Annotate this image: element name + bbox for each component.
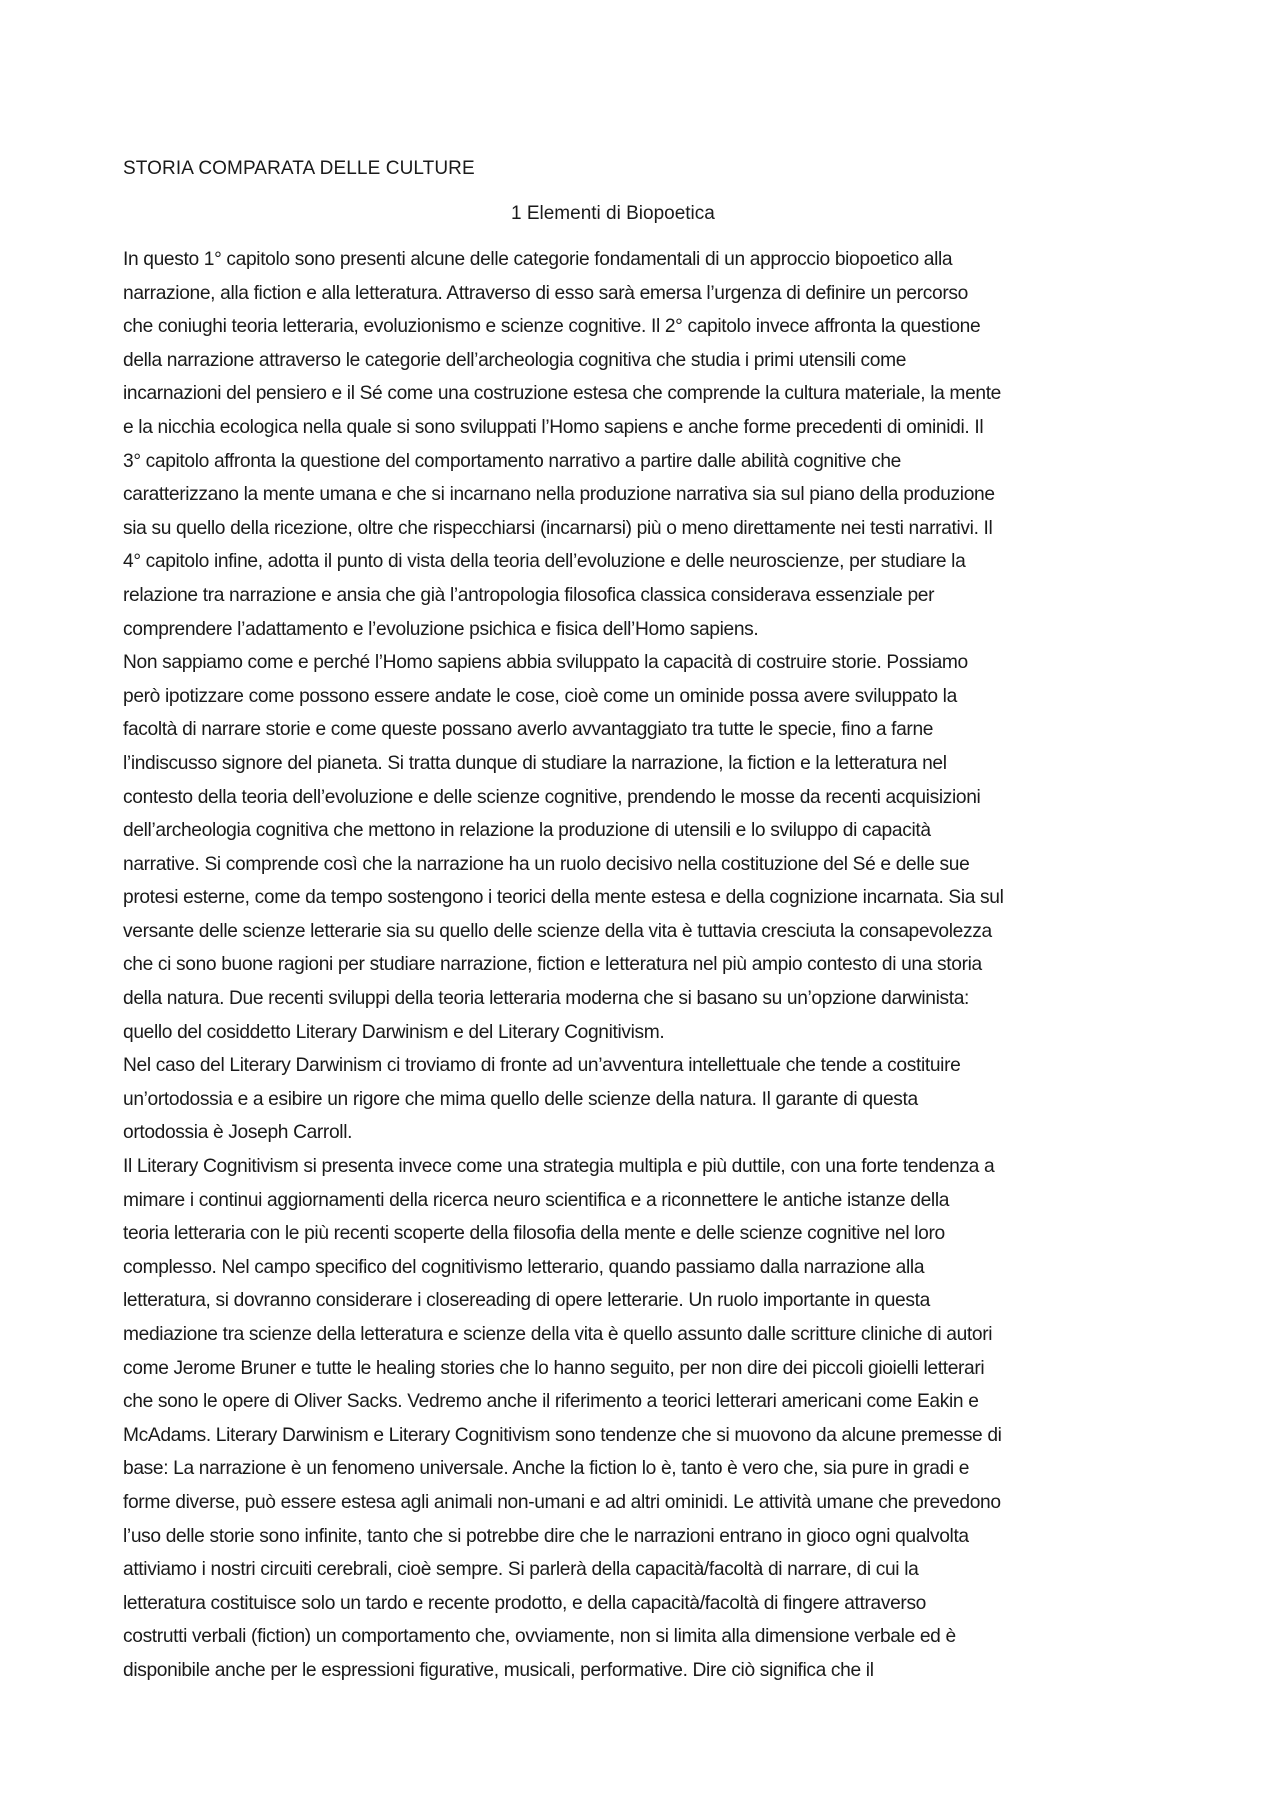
document-title: STORIA COMPARATA DELLE CULTURE <box>123 158 475 179</box>
body-line: narrative. Si comprende così che la narrazione ha un ruolo decisivo nella costituzione del Sé e delle sue <box>123 853 970 875</box>
body-line: l’indiscusso signore del pianeta. Si tratta dunque di studiare la narrazione, la fiction e la letteratura nel <box>123 752 947 774</box>
body-line: però ipotizzare come possono essere andate le cose, cioè come un ominide possa avere sviluppato la <box>123 685 957 707</box>
body-line: Non sappiamo come e perché l’Homo sapiens abbia sviluppato la capacità di costruire storie. Possiamo <box>123 652 968 674</box>
body-line: letteratura costituisce solo un tardo e recente prodotto, e della capacità/facoltà di fingere attraverso <box>123 1592 927 1614</box>
body-line: 4° capitolo infine, adotta il punto di vista della teoria dell’evoluzione e delle neuroscienze, per studiare la <box>123 551 966 573</box>
body-line: dell’archeologia cognitiva che mettono in relazione la produzione di utensili e lo sviluppo di capacità <box>123 820 931 842</box>
body-line: Nel caso del Literary Darwinism ci troviamo di fronte ad un’avventura intellettuale che tende a costituire <box>123 1055 961 1077</box>
body-line: l’uso delle storie sono infinite, tanto che si potrebbe dire che le narrazioni entrano in gioco ogni qualvolta <box>123 1525 969 1547</box>
body-text <box>123 243 1165 1688</box>
body-line: protesi esterne, come da tempo sostengono i teorici della mente estesa e della cognizione incarnata. Sia sul <box>123 887 1004 909</box>
body-line: forme diverse, può essere estesa agli animali non-umani e ad altri ominidi. Le attività umane che prevedono <box>123 1491 1001 1513</box>
body-line: versante delle scienze letterarie sia su quello delle scienze della vita è tuttavia cresciuta la consapevolezza <box>123 920 992 942</box>
body-line: attiviamo i nostri circuiti cerebrali, cioè sempre. Si parlerà della capacità/facoltà di narrare, di cui la <box>123 1559 919 1581</box>
body-line: e la nicchia ecologica nella quale si sono sviluppati l’Homo sapiens e anche forme precedenti di ominidi. Il <box>123 416 984 438</box>
body-line: della natura. Due recenti sviluppi della teoria letteraria moderna che si basano su un’opzione darwinista: <box>123 988 970 1010</box>
body-line: mediazione tra scienze della letteratura e scienze della vita è quello assunto dalle scritture cliniche di autori <box>123 1324 993 1345</box>
body-line: comprendere l’adattamento e l’evoluzione psichica e fisica dell’Homo sapiens. <box>123 618 759 640</box>
body-line: base: La narrazione è un fenomeno universale. Anche la fiction lo è, tanto è vero che, sia pure in gradi e <box>123 1458 970 1480</box>
body-line: che ci sono buone ragioni per studiare narrazione, fiction e letteratura nel più ampio contesto di una storia <box>123 954 982 976</box>
body-line: quello del cosiddetto Literary Darwinism e del Literary Cognitivism. <box>123 1021 665 1043</box>
body-line: 3° capitolo affronta la questione del comportamento narrativo a partire dalle abilità cognitive che <box>123 450 901 472</box>
body-line: In questo 1° capitolo sono presenti alcune delle categorie fondamentali di un approccio biopoetico alla <box>123 249 953 270</box>
body-line: della narrazione attraverso le categorie dell’archeologia cognitiva che studia i primi utensili come <box>123 349 907 371</box>
body-line: complesso. Nel campo specifico del cognitivismo letterario, quando passiamo dalla narrazione alla <box>123 1256 925 1278</box>
body-line: sia su quello della ricezione, oltre che rispecchiarsi (incarnarsi) più o meno direttamente nei testi narrativi. Il <box>123 517 993 539</box>
body-line: McAdams. Literary Darwinism e Literary Cognitivism sono tendenze che si muovono da alcune premesse di <box>123 1424 1002 1446</box>
body-line: che sono le opere di Oliver Sacks. Vedremo anche il riferimento a teorici letterari americani come Eakin e <box>123 1391 979 1413</box>
body-line: letteratura, si dovranno considerare i closereading di opere letterarie. Un ruolo importante in questa <box>123 1290 930 1312</box>
body-line: ortodossia è Joseph Carroll. <box>123 1122 353 1144</box>
document-page <box>123 152 1165 1688</box>
body-line: come Jerome Bruner e tutte le healing stories che lo hanno seguito, per non dire dei piccoli gioielli letterari <box>123 1357 985 1379</box>
body-line: Il Literary Cognitivism si presenta invece come una strategia multipla e più duttile, con una forte tendenza a <box>123 1156 995 1178</box>
body-line: disponibile anche per le espressioni figurative, musicali, performative. Dire ciò significa che il <box>123 1659 874 1681</box>
body-line: mimare i continui aggiornamenti della ricerca neuro scientifica e a riconnettere le antiche istanze della <box>123 1189 950 1211</box>
chapter-heading: 1 Elementi di Biopoetica <box>511 203 715 224</box>
body-line: narrazione, alla fiction e alla letteratura. Attraverso di esso sarà emersa l’urgenza di definire un percorso <box>123 282 968 304</box>
body-line: teoria letteraria con le più recenti scoperte della filosofia della mente e delle scienze cognitive nel loro <box>123 1223 945 1245</box>
body-line: facoltà di narrare storie e come queste possano averlo avvantaggiato tra tutte le specie, fino a farne <box>123 719 934 741</box>
body-line: costrutti verbali (fiction) un comportamento che, ovviamente, non si limita alla dimensione verbale ed è <box>123 1626 956 1648</box>
body-line: incarnazioni del pensiero e il Sé come una costruzione estesa che comprende la cultura materiale, la mente <box>123 383 1002 405</box>
body-line: che coniughi teoria letteraria, evoluzionismo e scienze cognitive. Il 2° capitolo invece affronta la questione <box>123 316 981 338</box>
body-line: contesto della teoria dell’evoluzione e delle scienze cognitive, prendendo le mosse da recenti acquisizioni <box>123 786 981 808</box>
body-line: relazione tra narrazione e ansia che già l’antropologia filosofica classica considerava essenziale per <box>123 584 935 606</box>
body-line: caratterizzano la mente umana e che si incarnano nella produzione narrativa sia sul piano della produzione <box>123 484 995 506</box>
body-line: un’ortodossia e a esibire un rigore che mima quello delle scienze della natura. Il garante di questa <box>123 1088 918 1110</box>
